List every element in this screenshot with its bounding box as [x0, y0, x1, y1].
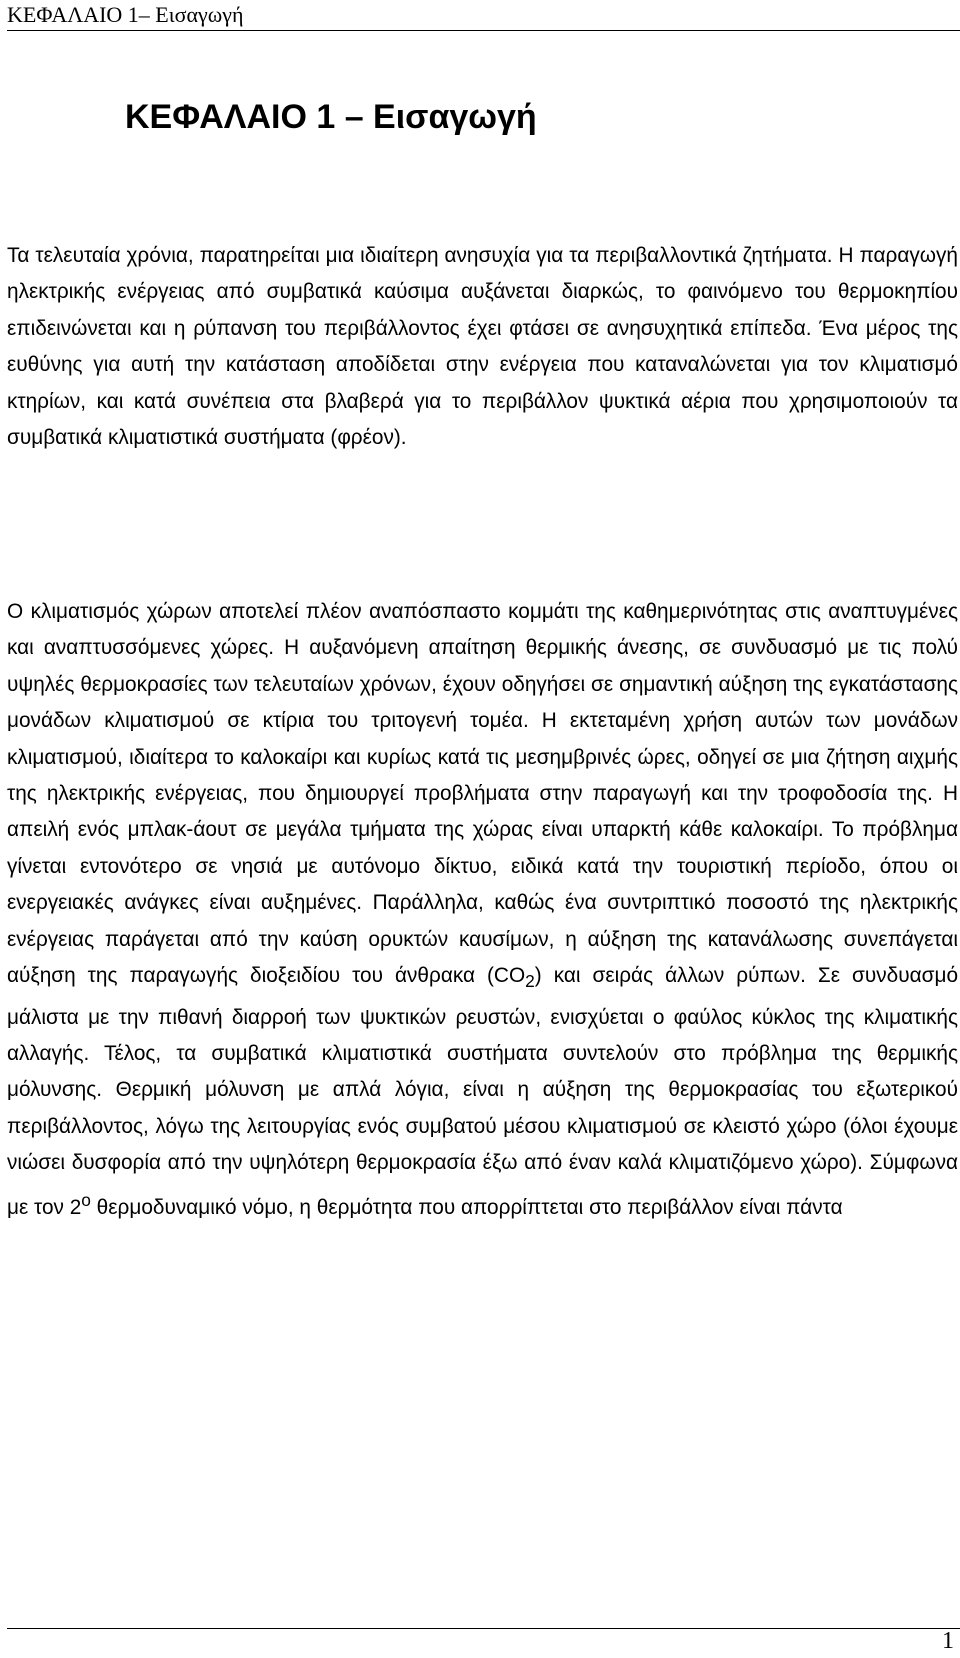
co2-subscript: 2 — [525, 971, 535, 992]
paragraph-2-text-2: ) και σειράς άλλων ρύπων. Σε συνδυασμό μάλιστα με την πιθανή διαρροή των ψυκτικών ρευστών, ενισχύεται ο φαύλος κύκλος της κλιματικής αλλαγής. Τέλος, τα συμβατικά κλιματιστικά συστήματα συντελούν στο πρόβλημα της θερμικής μόλυνσης. Θερμική μόλυνση με απλά λόγια, είναι η αύξηση της θερμοκρασίας του εξωτερικού περιβάλλοντος, λόγω της λειτουργίας ενός συμβατού μέσου κλιματισμού σε κλειστό χώρο (όλοι έχουμε νιώσει δυσφορία από την υψηλότερη θερμοκρασία έξω από έναν καλά κλιματιζόμενο χώρο). Σύμφωνα με τον 2 — [7, 964, 959, 1219]
paragraph-2-text-1: Ο κλιματισμός χώρων αποτελεί πλέον αναπόσπαστο κομμάτι της καθημερινότητας στις αναπτυγμένες και αναπτυσσόμενες χώρες. Η αυξανόμενη απαίτηση θερμικής άνεσης, σε συνδυασμό με τις πολύ υψηλές θερμοκρασίες των τελευταίων χρόνων, έχουν οδηγήσει σε σημαντική αύξηση της εγκατάστασης μονάδων κλιματισμού σε κτίρια του τριτογενή τομέα. Η εκτεταμένη χρήση αυτών των μονάδων κλιματισμού, ιδιαίτερα το καλοκαίρι και κυρίως κατά τις μεσημβρινές ώρες, οδηγεί σε μια ζήτηση αιχμής της ηλεκτρικής ενέργειας, που δημιουργεί προβλήματα στην παραγωγή και την τροφοδοσία της. Η απειλή ενός μπλακ-άουτ σε μεγάλα τμήματα της χώρας είναι υπαρκτή κάθε καλοκαίρι. Το πρόβλημα γίνεται εντονότερο σε νησιά με αυτόνομο δίκτυο, ειδικά κατά την τουριστική περίοδο, όπου οι ενεργειακές ανάγκες είναι αυξημένες. Παράλληλα, καθώς ένα συντριπτικό ποσοστό της ηλεκτρικής ενέργειας παράγεται από την καύση ορυκτών καυσίμων, η αύξηση της κατανάλωσης συνεπάγεται αύξηση της παραγωγής διοξειδίου του άνθρακα (CO — [7, 600, 958, 988]
ordinal-superscript: ο — [81, 1189, 91, 1210]
paragraph-1: Τα τελευταία χρόνια, παρατηρείται μια ιδιαίτερη ανησυχία για τα περιβαλλοντικά ζητήματα. Η παραγωγή ηλεκτρικής ενέργειας από συμβατικά καύσιμα αυξάνεται διαρκώς, το φαινόμενο του θερμοκηπίου επιδεινώνεται και η ρύπανση του περιβάλλοντος έχει φτάσει σε ανησυχητικά επίπεδα. Ένα μέρος της ευθύνης για αυτή την κατάσταση αποδίδεται στην ενέργεια που καταναλώνεται για τον κλιματισμό κτηρίων, και κατά συνέπεια στα βλαβερά για το περιβάλλον ψυκτικά αέρια που χρησιμοποιούν τα συμβατικά κλιματιστικά συστήματα (φρέον). — [7, 244, 958, 450]
header-rule — [7, 30, 960, 31]
paragraph-2-text-3: θερμοδυναμικό νόμο, η θερμότητα που απορρίπτεται στο περιβάλλον είναι πάντα — [90, 1195, 843, 1219]
page-number: 1 — [942, 1628, 954, 1654]
paragraph-2 — [7, 594, 958, 1226]
running-header: ΚΕΦΑΛΑΙΟ 1– Εισαγωγή — [7, 2, 244, 27]
footer-rule — [7, 1628, 960, 1629]
chapter-title: ΚΕΦΑΛΑΙΟ 1 – Εισαγωγή — [125, 98, 537, 136]
